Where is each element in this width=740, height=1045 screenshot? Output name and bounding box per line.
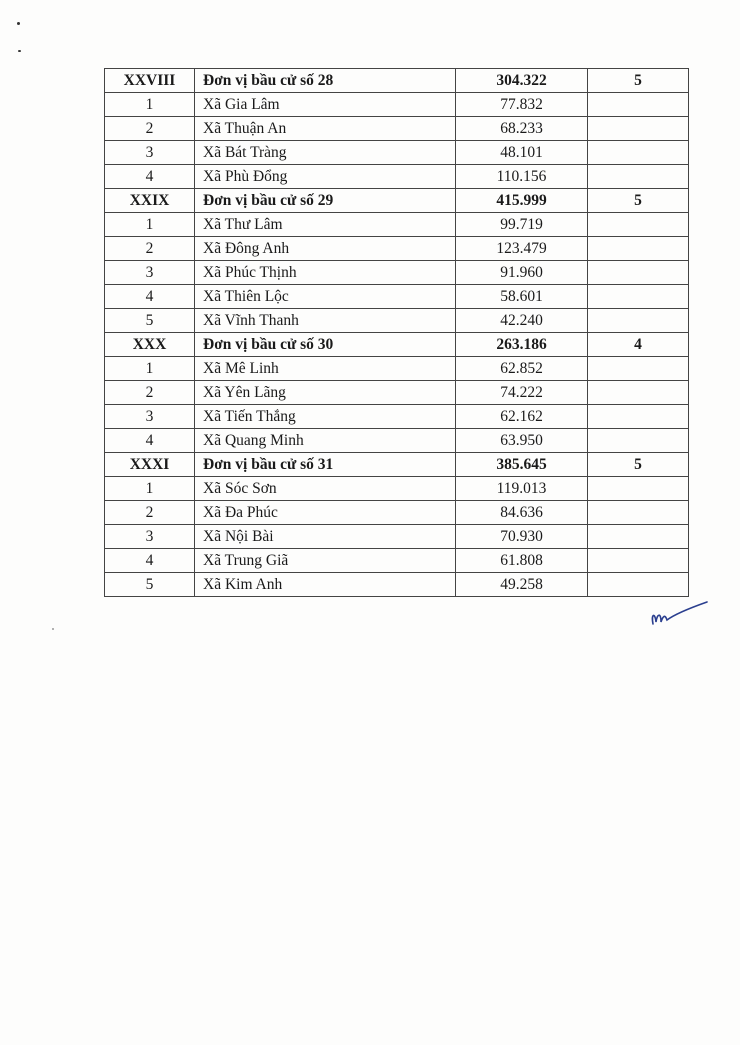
table-row <box>105 525 689 549</box>
table-row <box>105 501 689 525</box>
row-value: 68.233 <box>456 117 588 141</box>
row-number: 3 <box>105 261 195 285</box>
row-name: Xã Đa Phúc <box>195 501 456 525</box>
row-value: 263.186 <box>456 333 588 357</box>
table-row <box>105 165 689 189</box>
row-seats <box>588 141 689 165</box>
table-row <box>105 477 689 501</box>
table-row <box>105 405 689 429</box>
row-name: Xã Phúc Thịnh <box>195 261 456 285</box>
row-number: 3 <box>105 141 195 165</box>
row-value: 58.601 <box>456 285 588 309</box>
table-row <box>105 357 689 381</box>
row-seats <box>588 117 689 141</box>
group-row <box>105 453 689 477</box>
row-seats <box>588 573 689 597</box>
table-row <box>105 549 689 573</box>
row-value: 119.013 <box>456 477 588 501</box>
row-seats <box>588 381 689 405</box>
row-value: 77.832 <box>456 93 588 117</box>
row-seats <box>588 477 689 501</box>
row-name: Xã Nội Bài <box>195 525 456 549</box>
table-row <box>105 237 689 261</box>
row-name: Đơn vị bầu cử số 30 <box>195 333 456 357</box>
row-seats: 5 <box>588 453 689 477</box>
row-number: 2 <box>105 237 195 261</box>
row-number: 1 <box>105 213 195 237</box>
row-name: Đơn vị bầu cử số 31 <box>195 453 456 477</box>
row-number: XXVIII <box>105 69 195 93</box>
electoral-units-table <box>104 68 689 597</box>
row-name: Xã Trung Giã <box>195 549 456 573</box>
row-name: Xã Vĩnh Thanh <box>195 309 456 333</box>
row-seats: 4 <box>588 333 689 357</box>
row-value: 70.930 <box>456 525 588 549</box>
table-row <box>105 573 689 597</box>
row-value: 110.156 <box>456 165 588 189</box>
row-value: 63.950 <box>456 429 588 453</box>
row-seats <box>588 309 689 333</box>
row-number: 4 <box>105 549 195 573</box>
row-number: 4 <box>105 429 195 453</box>
table-row <box>105 381 689 405</box>
row-value: 48.101 <box>456 141 588 165</box>
row-value: 91.960 <box>456 261 588 285</box>
row-value: 304.322 <box>456 69 588 93</box>
row-number: 3 <box>105 525 195 549</box>
row-name: Xã Đông Anh <box>195 237 456 261</box>
row-value: 62.162 <box>456 405 588 429</box>
row-seats <box>588 549 689 573</box>
row-name: Xã Thư Lâm <box>195 213 456 237</box>
table-row <box>105 429 689 453</box>
row-value: 42.240 <box>456 309 588 333</box>
row-name: Đơn vị bầu cử số 29 <box>195 189 456 213</box>
row-seats <box>588 213 689 237</box>
table-row <box>105 261 689 285</box>
row-number: XXIX <box>105 189 195 213</box>
row-number: 1 <box>105 477 195 501</box>
row-value: 49.258 <box>456 573 588 597</box>
row-seats <box>588 165 689 189</box>
row-seats <box>588 261 689 285</box>
row-number: 4 <box>105 165 195 189</box>
table-row <box>105 213 689 237</box>
table-row <box>105 141 689 165</box>
row-number: 2 <box>105 501 195 525</box>
row-seats <box>588 525 689 549</box>
row-name: Xã Yên Lãng <box>195 381 456 405</box>
row-value: 123.479 <box>456 237 588 261</box>
row-value: 74.222 <box>456 381 588 405</box>
row-name: Xã Phù Đổng <box>195 165 456 189</box>
group-row <box>105 333 689 357</box>
table-row <box>105 285 689 309</box>
row-name: Xã Sóc Sơn <box>195 477 456 501</box>
row-seats <box>588 357 689 381</box>
scan-speck <box>17 22 20 25</box>
scan-speck <box>52 628 54 630</box>
row-number: 4 <box>105 285 195 309</box>
table-row <box>105 309 689 333</box>
row-name: Xã Mê Linh <box>195 357 456 381</box>
row-number: 3 <box>105 405 195 429</box>
row-name: Xã Thiên Lộc <box>195 285 456 309</box>
row-seats <box>588 93 689 117</box>
handwritten-initials-icon <box>645 600 715 635</box>
row-name: Xã Bát Tràng <box>195 141 456 165</box>
table-row <box>105 93 689 117</box>
row-seats: 5 <box>588 69 689 93</box>
row-number: 2 <box>105 117 195 141</box>
row-number: 2 <box>105 381 195 405</box>
row-number: 1 <box>105 93 195 117</box>
row-seats <box>588 501 689 525</box>
row-name: Xã Quang Minh <box>195 429 456 453</box>
scan-speck <box>18 50 21 52</box>
row-seats <box>588 285 689 309</box>
group-row <box>105 69 689 93</box>
group-row <box>105 189 689 213</box>
row-value: 61.808 <box>456 549 588 573</box>
row-seats <box>588 429 689 453</box>
row-seats: 5 <box>588 189 689 213</box>
row-value: 62.852 <box>456 357 588 381</box>
table-row <box>105 117 689 141</box>
row-number: 1 <box>105 357 195 381</box>
row-seats <box>588 405 689 429</box>
row-value: 99.719 <box>456 213 588 237</box>
row-value: 415.999 <box>456 189 588 213</box>
row-value: 84.636 <box>456 501 588 525</box>
row-name: Xã Kim Anh <box>195 573 456 597</box>
row-seats <box>588 237 689 261</box>
row-number: 5 <box>105 309 195 333</box>
row-name: Xã Tiến Thắng <box>195 405 456 429</box>
row-number: 5 <box>105 573 195 597</box>
row-number: XXXI <box>105 453 195 477</box>
row-number: XXX <box>105 333 195 357</box>
row-name: Xã Thuận An <box>195 117 456 141</box>
row-name: Đơn vị bầu cử số 28 <box>195 69 456 93</box>
row-value: 385.645 <box>456 453 588 477</box>
row-name: Xã Gia Lâm <box>195 93 456 117</box>
